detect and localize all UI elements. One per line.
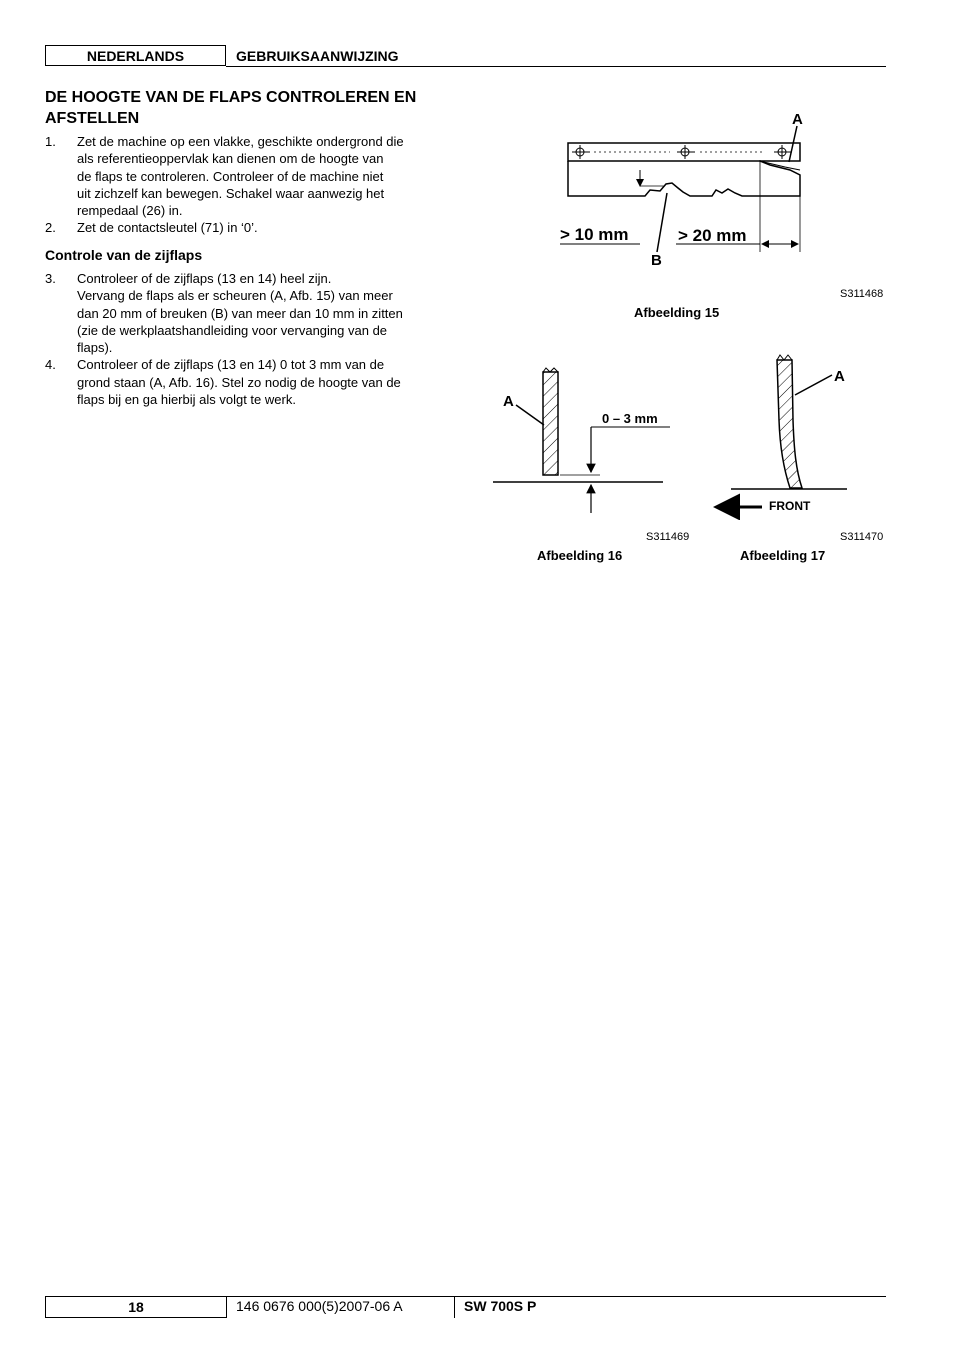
label-b: B	[651, 252, 662, 269]
front-label: FRONT	[769, 499, 811, 513]
flap-body	[568, 161, 800, 196]
step-number: 3.	[45, 271, 56, 286]
figure-17-code: S311470	[840, 531, 884, 543]
gap-dimension-label: 0 – 3 mm	[602, 411, 658, 426]
label-a: A	[834, 368, 845, 385]
header-rule	[226, 66, 886, 67]
subheading: Controle van de zijflaps	[45, 247, 203, 263]
step-text: Zet de machine op een vlakke, geschikte ondergrond die als referentieoppervlak kan dienen om de hoogte van de flaps te controleren. Controleer of de machine niet uit zichzelf kan bewegen. Schakel waar aanwezig het rempedaal (26) in.	[77, 134, 404, 219]
dimension-20-label: > 20 mm	[678, 226, 747, 245]
label-a: A	[792, 111, 803, 128]
figure-16-caption: Afbeelding 16	[537, 548, 623, 563]
list-item	[45, 270, 445, 356]
leader-a	[516, 405, 544, 425]
leader-a	[789, 126, 797, 162]
header-doc-type: GEBRUIKSAANWIJZING	[236, 48, 399, 64]
leader-b	[657, 193, 667, 252]
list-item	[45, 219, 445, 236]
step-text: Controleer of de zijflaps (13 en 14) 0 tot 3 mm van de grond staan (A, Afb. 16). Stel zo nodig de hoogte van de flaps bij en ga hierbij als volgt te werk.	[77, 357, 401, 408]
step-text: Controleer of de zijflaps (13 en 14) heel zijn. Vervang de flaps als er scheuren (A, Afb. 15) van meer dan 20 mm of breuken (B) van meer dan 10 mm in zitten (zie de werkplaatshandleiding voor vervanging van de flaps).	[77, 271, 403, 356]
leader-a	[795, 375, 832, 395]
footer-doc-number: 146 0676 000(5)2007-06 A	[236, 1298, 403, 1314]
label-a: A	[503, 393, 514, 410]
step-number: 4.	[45, 357, 56, 373]
flap-section	[543, 372, 558, 475]
step-number: 1.	[45, 134, 56, 149]
footer-rule	[227, 1296, 886, 1297]
list-item	[45, 133, 445, 219]
list-item	[45, 356, 445, 408]
header-language: NEDERLANDS	[45, 45, 226, 66]
footer-page-number: 18	[45, 1296, 227, 1318]
steps-list-a	[45, 133, 445, 237]
dimension-10-label: > 10 mm	[560, 225, 629, 244]
figure-15-caption: Afbeelding 15	[634, 305, 720, 320]
footer-model: SW 700S P	[464, 1298, 537, 1314]
figure-16-drawing	[490, 360, 670, 520]
figure-15-code: S311468	[840, 288, 884, 300]
step-number: 2.	[45, 220, 56, 236]
figure-16-code: S311469	[646, 531, 690, 543]
section-title: DE HOOGTE VAN DE FLAPS CONTROLEREN EN AFSTELLEN	[45, 89, 417, 127]
tear-line	[760, 161, 800, 170]
steps-list-b	[45, 270, 445, 408]
footer-separator	[454, 1296, 455, 1318]
figure-17-drawing	[700, 350, 890, 520]
figure-15-drawing	[540, 100, 890, 275]
step-text: Zet de contactsleutel (71) in ‘0’.	[77, 220, 258, 236]
figure-17-caption: Afbeelding 17	[740, 548, 826, 563]
bent-flap-section	[777, 360, 802, 488]
